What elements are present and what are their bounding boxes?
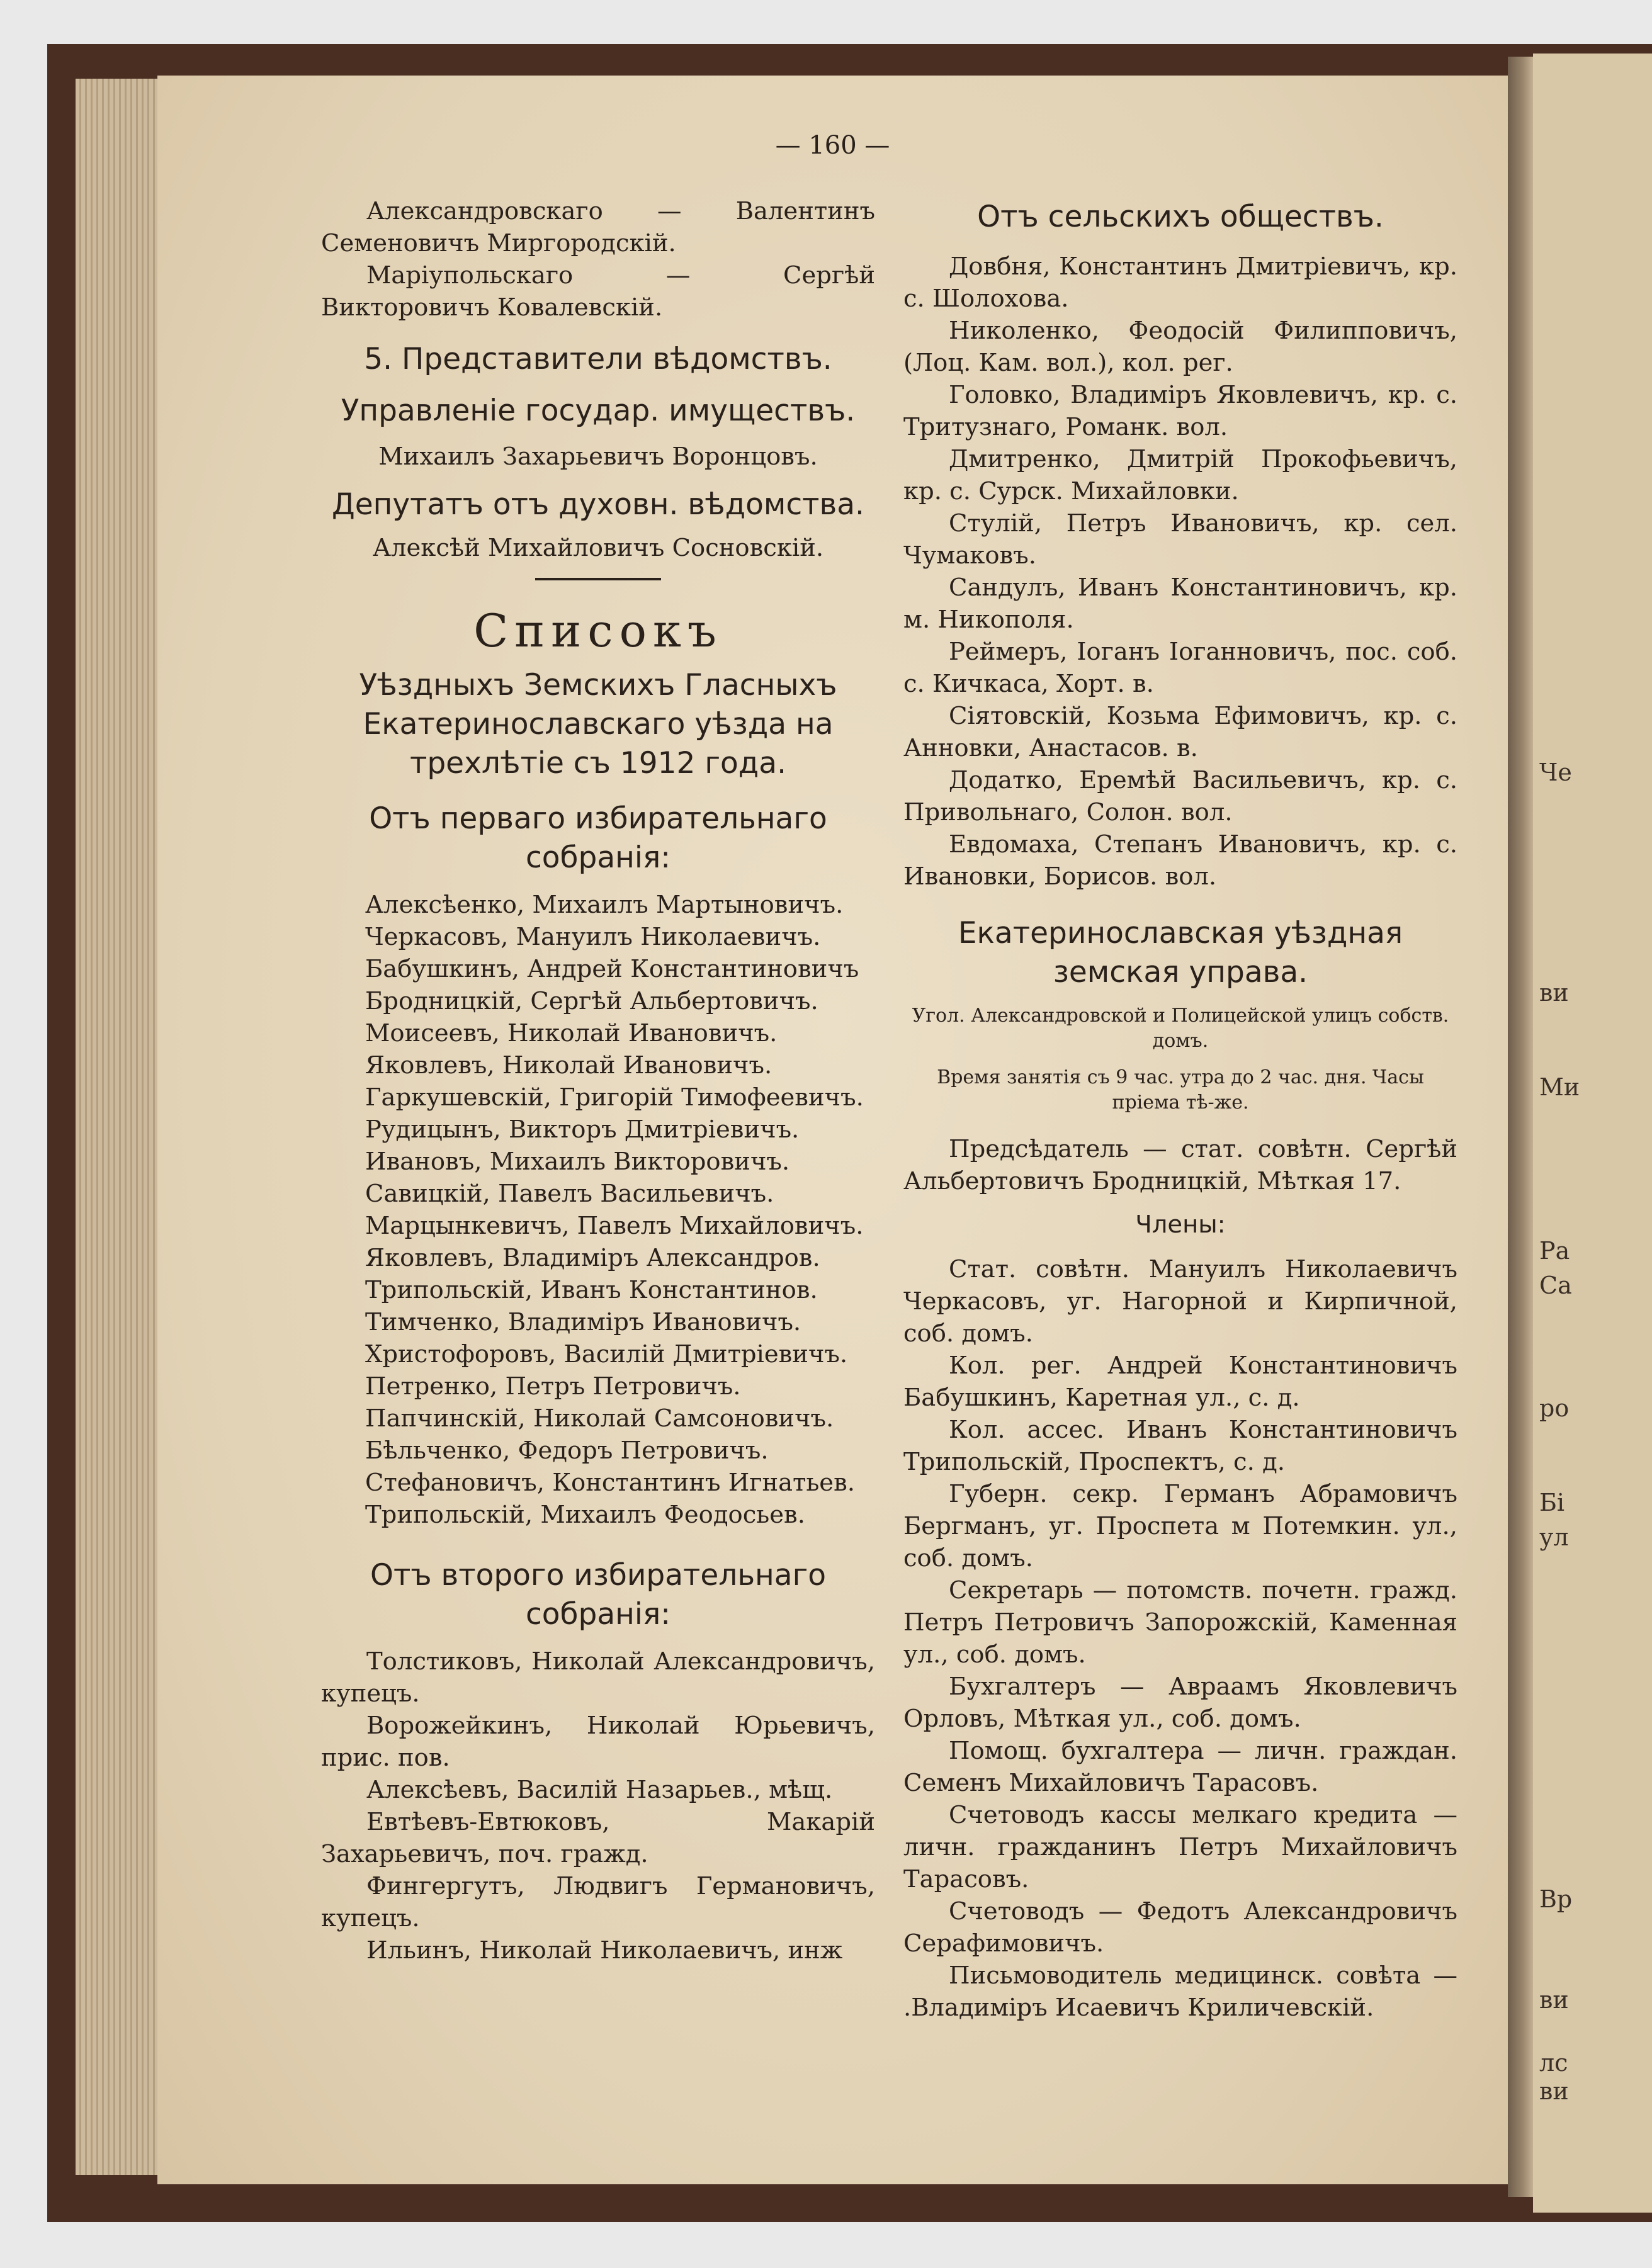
- name-sosnovsky: Алексѣй Михайловичъ Сосновскій.: [372, 534, 824, 562]
- list-item: Ворожейкинъ, Николай Юрьевичъ, прис. пов.: [321, 1712, 875, 1772]
- rural-list: [903, 251, 1457, 893]
- list-title-1: Уѣздныхъ Земскихъ Гласныхъ: [359, 668, 837, 702]
- second-assembly-2: собранія:: [525, 1597, 671, 1632]
- list-item: Бабушкинъ, Андрей Константиновичъ: [365, 955, 859, 983]
- page-edges: [76, 79, 164, 2175]
- members-heading: Члены:: [1135, 1210, 1226, 1239]
- list-item: Рудицынъ, Викторъ Дмитріевичъ.: [365, 1115, 800, 1144]
- list-item: Евтѣевъ-Евтюковъ, Макарій Захарьевичъ, поч. гражд.: [321, 1808, 875, 1868]
- list-item: Додатко, Еремѣй Васильевичъ, кр. с. Привольнаго, Солон. вол.: [903, 766, 1457, 827]
- list-item: Помощ. бухгалтера — личн. граждан. Семенъ Михайловичъ Тарасовъ.: [903, 1737, 1457, 1797]
- uprava-title-1: Екатеринославская уѣздная: [958, 916, 1403, 951]
- list-item: Трипольскій, Михаилъ Феодосьев.: [365, 1501, 805, 1529]
- spisok-title: Списокъ: [473, 604, 723, 657]
- list-item: Стефановичъ, Константинъ Игнатьев.: [365, 1469, 856, 1497]
- second-assembly-1: Отъ второго избирательнаго: [370, 1558, 827, 1593]
- list-item: Алексѣевъ, Василій Назарьев., мѣщ.: [366, 1776, 833, 1804]
- list-item: Петренко, Петръ Петровичъ.: [365, 1372, 741, 1401]
- uprava-address: Угол. Александровской и Полицейской улицъ собств. домъ.: [912, 1005, 1449, 1052]
- left-column: [321, 195, 875, 1966]
- list-title-3: трехлѣтіе съ 1912 года.: [409, 746, 787, 781]
- page-number: — 160 —: [775, 131, 890, 160]
- list-item: Стулій, Петръ Ивановичъ, кр. сел. Чумаковъ.: [903, 509, 1457, 570]
- list-item: Бухгалтеръ — Авраамъ Яковлевичъ Орловъ, Мѣткая ул., соб. домъ.: [903, 1673, 1457, 1733]
- book-gutter: [1508, 57, 1533, 2197]
- list-item: Сандулъ, Иванъ Константиновичъ, кр. м. Никополя.: [903, 573, 1457, 634]
- fragment: ви: [1539, 2077, 1569, 2105]
- list-item: Счетоводъ кассы мелкаго кредита — личн. гражданинъ Петръ Михайловичъ Тарасовъ.: [903, 1801, 1457, 1893]
- second-assembly-list: [321, 1645, 875, 1966]
- list-title-2: Екатеринославскаго уѣзда на: [363, 707, 834, 742]
- list-item: Алексѣенко, Михаилъ Мартыновичъ.: [365, 891, 844, 919]
- list-item: Яковлевъ, Николай Ивановичъ.: [365, 1051, 772, 1080]
- book-page: [157, 76, 1508, 2184]
- list-item: Стат. совѣтн. Мануилъ Николаевичъ Черкасовъ, уг. Нагорной и Кирпичной, соб. домъ.: [903, 1255, 1457, 1348]
- fragment: Ми: [1539, 1073, 1580, 1101]
- fragment: Вр: [1539, 1885, 1573, 1913]
- heading-rural: Отъ сельскихъ обществъ.: [977, 200, 1384, 234]
- list-item: Моисеевъ, Николай Ивановичъ.: [365, 1019, 778, 1047]
- left-cont-2: Маріупольскаго — Сергѣй Викторовичъ Ковалевскій.: [321, 261, 875, 322]
- list-item: Марцынкевичъ, Павелъ Михайловичъ.: [365, 1212, 864, 1240]
- list-item: Дмитренко, Дмитрій Прокофьевичъ, кр. с. Сурск. Михайловки.: [903, 445, 1457, 505]
- list-item: Реймеръ, Іоганъ Іоганновичъ, пос. соб. с. Кичкаса, Хорт. в.: [903, 638, 1457, 698]
- name-vorontsov: Михаилъ Захарьевичъ Воронцовъ.: [378, 443, 818, 471]
- fragment: Бі: [1539, 1489, 1565, 1516]
- list-item: Черкасовъ, Мануилъ Николаевичъ.: [365, 923, 821, 951]
- list-item: Кол. рег. Андрей Константиновичъ Бабушкинъ, Каретная ул., с. д.: [903, 1351, 1457, 1412]
- fragment: Са: [1539, 1272, 1572, 1299]
- heading-reps: 5. Представители вѣдомствъ.: [364, 342, 832, 376]
- list-item: Гаркушевскій, Григорій Тимофеевичъ.: [365, 1083, 864, 1112]
- list-item: Головко, Владиміръ Яковлевичъ, кр. с. Тритузнаго, Романк. вол.: [903, 381, 1457, 441]
- first-assembly-2: собранія:: [525, 840, 671, 875]
- list-item: Евдомаха, Степанъ Ивановичъ, кр. с. Ивановки, Борисов. вол.: [903, 830, 1457, 891]
- list-item: Письмоводитель медицинск. совѣта — .Владиміръ Исаевичъ Криличевскій.: [903, 1961, 1457, 2022]
- heading-deputy: Депутатъ отъ духовн. вѣдомства.: [332, 487, 864, 522]
- chairman: Предсѣдатель — стат. совѣтн. Сергѣй Альбертовичъ Бродницкій, Мѣткая 17.: [903, 1135, 1457, 1195]
- list-item: Христофоровъ, Василій Дмитріевичъ.: [365, 1340, 848, 1368]
- list-item: Секретарь — потомств. почетн. гражд. Петръ Петровичъ Запорожскій, Каменная ул., соб. домъ.: [903, 1576, 1457, 1669]
- heading-gos: Управленіе государ. имуществъ.: [341, 393, 856, 428]
- divider: [535, 578, 661, 580]
- list-item: Кол. ассес. Иванъ Константиновичъ Трипольскій, Проспектъ, с. д.: [903, 1416, 1457, 1476]
- list-item: Счетоводъ — Федотъ Александровичъ Серафимовичъ.: [903, 1897, 1457, 1958]
- fragment: ро: [1539, 1394, 1570, 1422]
- fragment: Че: [1539, 759, 1572, 786]
- list-item: Ивановъ, Михаилъ Викторовичъ.: [365, 1148, 790, 1176]
- list-item: Николенко, Феодосій Филипповичъ, (Лоц. Кам. вол.), кол. рег.: [903, 317, 1457, 377]
- uprava-title-2: земская управа.: [1053, 955, 1308, 990]
- first-assembly-list: [321, 889, 875, 1531]
- list-item: Тимченко, Владиміръ Ивановичъ.: [365, 1308, 801, 1336]
- list-item: Яковлевъ, Владиміръ Александров.: [365, 1244, 820, 1272]
- first-assembly-1: Отъ перваго избирательнаго: [369, 801, 827, 836]
- next-page-edge: [1533, 54, 1652, 2213]
- uprava-hours: Время занятія съ 9 час. утра до 2 час. дня. Часы пріема тѣ-же.: [937, 1066, 1424, 1114]
- list-item: Толстиковъ, Николай Александровичъ, купецъ.: [321, 1647, 875, 1708]
- staff-list: [903, 1253, 1457, 2024]
- list-item: Бѣльченко, Федоръ Петровичъ.: [365, 1436, 769, 1465]
- fragment: ул: [1539, 1523, 1569, 1551]
- list-item: Губерн. секр. Германъ Абрамовичъ Бергманъ, уг. Проспета м Потемкин. ул., соб. домъ.: [903, 1480, 1457, 1572]
- fragment: лс: [1539, 2049, 1568, 2077]
- fragment: Ра: [1539, 1237, 1570, 1265]
- list-item: Довбня, Константинъ Дмитріевичъ, кр. с. Шолохова.: [903, 252, 1457, 313]
- list-item: Трипольскій, Иванъ Константинов.: [365, 1276, 818, 1304]
- list-item: Фингергутъ, Людвигъ Германовичъ, купецъ.: [321, 1872, 875, 1932]
- fragment: ви: [1539, 1986, 1569, 2014]
- list-item: Ильинъ, Николай Николаевичъ, инж: [366, 1936, 843, 1965]
- list-item: Сіятовскій, Козьма Ефимовичъ, кр. с. Анновки, Анастасов. в.: [903, 702, 1457, 762]
- right-column: [903, 195, 1457, 2024]
- list-item: Савицкій, Павелъ Васильевичъ.: [365, 1180, 774, 1208]
- list-item: Папчинскій, Николай Самсоновичъ.: [365, 1404, 834, 1433]
- left-cont-1: Александровскаго — Валентинъ Семеновичъ Миргородскій.: [321, 197, 875, 257]
- list-item: Бродницкій, Сергѣй Альбертовичъ.: [365, 987, 818, 1015]
- fragment: ви: [1539, 979, 1569, 1007]
